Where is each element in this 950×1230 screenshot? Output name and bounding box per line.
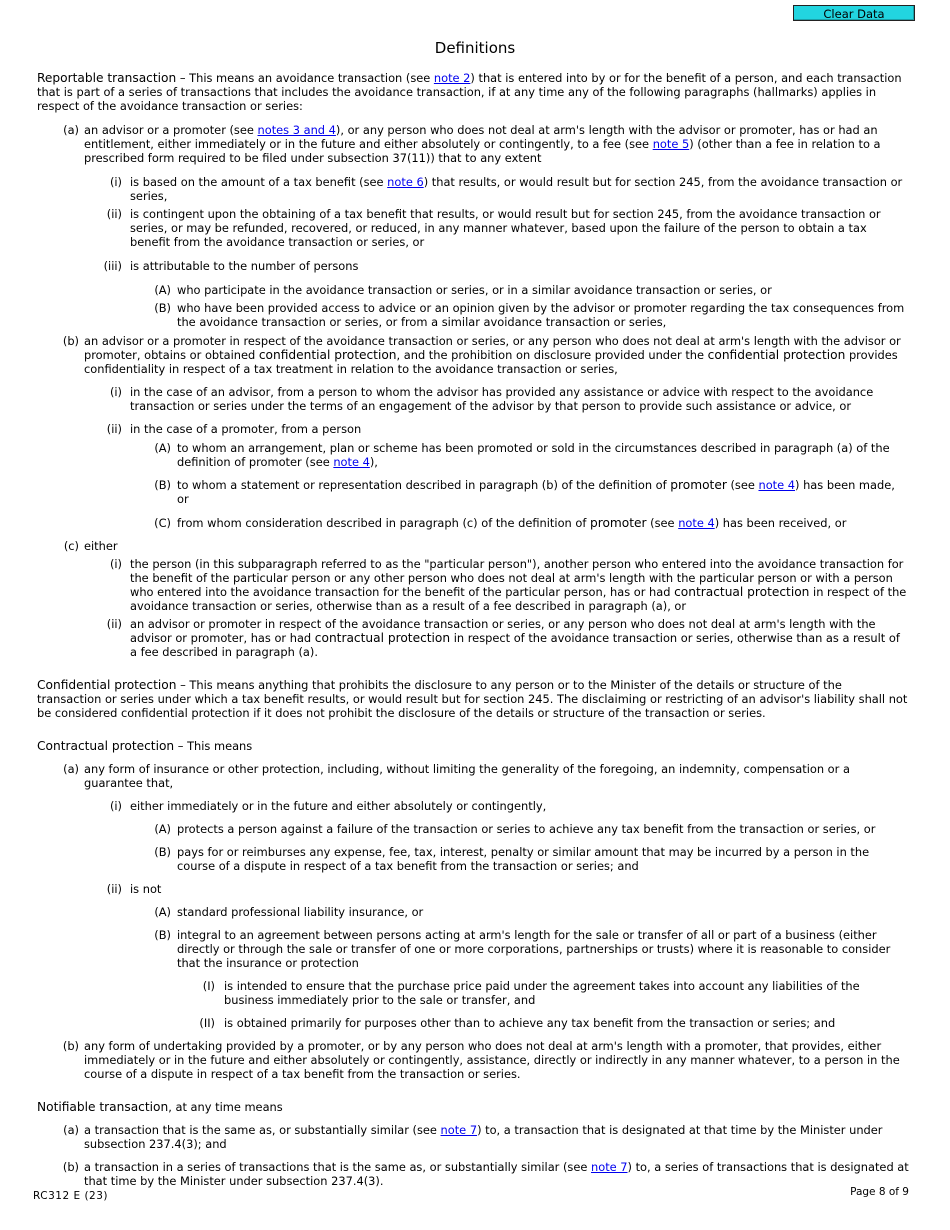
confidential-protection-heading: Confidential protection (37, 678, 177, 692)
note-4-link[interactable]: note 4 (333, 455, 370, 469)
subpara-label: (ii) (106, 882, 122, 896)
promoter-term: promoter (670, 478, 727, 492)
clause-text: standard professional liability insurance, or (177, 905, 424, 919)
notifiable-transaction-heading: Notifiable transaction (37, 1100, 169, 1114)
reportable-transaction-definition (37, 71, 909, 113)
subpara-text-2: in respect of the avoidance transaction or series, otherwise than as a result of a fee described in paragraph (a). (130, 631, 900, 659)
para-label: (b) (62, 334, 79, 348)
subpara-label: (i) (109, 175, 122, 189)
contractual-para-b (37, 1039, 909, 1081)
contractual-protection-term: contractual protection (674, 585, 810, 599)
clause-text: who participate in the avoidance transaction or series, or in a similar avoidance transaction or series, or (177, 283, 772, 297)
reportable-a-iii (37, 259, 909, 273)
clause-text: to whom a statement or representation described in paragraph (b) of the definition of (177, 478, 671, 492)
definition-text: , at any time means (168, 1100, 283, 1114)
para-label: (b) (62, 1039, 79, 1053)
subclause-label: (I) (202, 979, 215, 993)
para-text-3: ) (other than a fee in relation to a prescribed form required to be filed under subsection 37(11)) that to any extent (84, 137, 881, 165)
reportable-intro-text-2: ) that is entered into by or for the benefit of a person, and each transaction that is part of a series of transactions that includes the avoidance transaction, if at any time any of the following paragraphs (hallmarks) applies in respect of the avoidance transaction or series: (37, 71, 902, 113)
para-label: (a) (63, 762, 79, 776)
notifiable-para-a (37, 1123, 909, 1151)
subpara-text: in the case of an advisor, from a person to whom the advisor has provided any assistance or advice with respect to the avoidance transaction or series under the terms of an engagement of the advisor by that person to provide such assistance or advice, or (130, 385, 874, 413)
confidential-protection-definition (37, 678, 909, 720)
clause-label: (B) (154, 928, 171, 942)
para-label: (a) (63, 123, 79, 137)
subpara-label: (iii) (103, 259, 122, 273)
contractual-a-i (37, 799, 909, 813)
para-text: a transaction that is the same as, or substantially similar (see (84, 1123, 441, 1137)
clause-label: (A) (154, 905, 171, 919)
para-text: any form of undertaking provided by a promoter, or by any person who does not deal at arm's length with a promoter, that provides, either immediately or in the future and either absolutely or contingently, assistance, directly or indirectly in any manner whatever, to a person in the course of a dispute in respect of a tax benefit from the transaction or series. (84, 1039, 900, 1081)
subclause-text: is obtained primarily for purposes other than to achieve any tax benefit from the transaction or series; and (224, 1016, 836, 1030)
para-label: (a) (63, 1123, 79, 1137)
contractual-a-ii-A (37, 905, 909, 919)
clause-text-2: (see (726, 478, 759, 492)
definition-text: – This means (174, 739, 253, 753)
notifiable-transaction-definition (37, 1100, 909, 1114)
clause-label: (A) (154, 283, 171, 297)
reportable-para-b (37, 334, 909, 376)
subpara-text: the person (in this subparagraph referred to as the "particular person"), another person who entered into the avoidance transaction for the benefit of the particular person or any other person who does not deal at arm's length with the particular person or with a person who entered into the avoidance transaction for the benefit of the particular person, has or had (130, 557, 904, 599)
clause-label: (A) (154, 822, 171, 836)
contractual-a-ii-B-I (37, 979, 909, 1007)
contractual-protection-term: contractual protection (314, 631, 451, 645)
note-4-link[interactable]: note 4 (678, 516, 715, 530)
para-text: any form of insurance or other protection, including, without limiting the generality of the foregoing, an indemnity, compensation or a guarantee that, (84, 762, 850, 790)
clause-label: (C) (154, 516, 171, 530)
subpara-label: (ii) (106, 207, 122, 221)
contractual-protection-heading: Contractual protection (37, 739, 175, 753)
subclause-label: (II) (199, 1016, 215, 1030)
clause-text: from whom consideration described in paragraph (c) of the definition of (177, 516, 590, 530)
confidential-protection-term: confidential protection (258, 348, 397, 362)
notes-3-4-link[interactable]: notes 3 and 4 (257, 123, 336, 137)
form-identifier: RC312 E (23) (33, 1190, 109, 1202)
clause-text: to whom an arrangement, plan or scheme has been promoted or sold in the circumstances described in paragraph (a) of the definition of promoter (see (177, 441, 890, 469)
contractual-a-i-B (37, 845, 909, 873)
subpara-text: in the case of a promoter, from a person (130, 422, 362, 436)
para-text-2: ) to, a transaction that is designated at that time by the Minister under subsection 237.4(3); and (84, 1123, 883, 1151)
reportable-para-c (37, 539, 909, 553)
reportable-b-ii (37, 422, 909, 436)
contractual-para-a (37, 762, 909, 790)
para-text: an advisor or a promoter (see (84, 123, 258, 137)
reportable-b-i (37, 385, 909, 413)
clause-text-2: (see (646, 516, 679, 530)
clause-label: (B) (154, 301, 171, 315)
promoter-term: promoter (589, 516, 647, 530)
contractual-a-ii (37, 882, 909, 896)
clear-data-button[interactable]: Clear Data (793, 5, 915, 21)
note-7-link[interactable]: note 7 (440, 1123, 478, 1137)
clause-text: integral to an agreement between persons acting at arm's length for the sale or transfer of all or part of a business (either directly or through the sale or transfer of one or more corporations, partnerships or trusts) where it is reasonable to consider that the insurance or protection (177, 928, 891, 970)
contractual-a-i-A (37, 822, 909, 836)
note-4-link[interactable]: note 4 (758, 478, 796, 492)
clause-text-3: ) has been made, or (177, 478, 895, 506)
reportable-a-iii-A (37, 283, 909, 297)
para-text-2: ), or any person who does not deal at arm's length with the advisor or promoter, has or had an entitlement, either immediately or in the future and either absolutely or contingently, to a fee (see (84, 123, 878, 151)
para-text: a transaction in a series of transactions that is the same as, or substantially similar (see (84, 1160, 591, 1174)
reportable-a-ii (37, 207, 909, 249)
reportable-b-ii-C (37, 516, 909, 530)
reportable-transaction-term: Reportable transaction (37, 71, 177, 85)
subpara-text: is not (130, 882, 162, 896)
subpara-text-2: in respect of the avoidance transaction or series, otherwise than as a result of a fee described in paragraph (a), or (130, 585, 907, 613)
subpara-label: (ii) (106, 422, 122, 436)
reportable-b-ii-A (37, 441, 909, 469)
definition-text: – This means anything that prohibits the disclosure to any person or to the Minister of the details or structure of the transaction or series under which a tax benefit results, or would result but for section 245. The disclaiming or restricting of an advisor's liability shall not be considered confidential protection if it does not prohibit the disclosure of the details or structure of the transaction or series. (37, 678, 908, 720)
contractual-a-ii-B (37, 928, 909, 970)
reportable-a-iii-B (37, 301, 909, 329)
page-number: Page 8 of 9 (850, 1186, 909, 1198)
confidential-protection-term: confidential protection (707, 348, 846, 362)
reportable-para-a (37, 123, 909, 165)
notifiable-para-b (37, 1160, 909, 1188)
subpara-text: is based on the amount of a tax benefit (see (130, 175, 388, 189)
contractual-protection-definition (37, 739, 909, 753)
subpara-label: (i) (109, 799, 122, 813)
clause-text: protects a person against a failure of the transaction or series to achieve any tax benefit from the transaction or series, or (177, 822, 876, 836)
subpara-label: (ii) (106, 617, 122, 631)
para-text: an advisor or a promoter in respect of the avoidance transaction or series, or any person who does not deal at arm's length with the advisor or promoter, obtains or obtained (84, 334, 901, 362)
definitions-content (37, 71, 909, 1188)
contractual-a-ii-B-II (37, 1016, 909, 1030)
para-label: (c) (63, 539, 79, 553)
clause-label: (A) (154, 441, 171, 455)
note-7-link[interactable]: note 7 (591, 1160, 628, 1174)
para-text-2: ) to, a series of transactions that is designated at that time by the Minister under subsection 237.4(3). (84, 1160, 909, 1188)
subpara-label: (i) (109, 557, 122, 571)
reportable-intro-text: – This means an avoidance transaction (see (176, 71, 434, 85)
reportable-a-i (37, 175, 909, 203)
para-text-3: provides confidentiality in respect of a tax treatment in relation to the avoidance transaction or series, (84, 348, 898, 376)
subpara-text: is contingent upon the obtaining of a tax benefit that results, or would result but for section 245, from the avoidance transaction or series, or may be refunded, recovered, or reduced, in any manner whatever, based upon the failure of the person to obtain a tax benefit from the avoidance transaction or series, or (130, 207, 881, 249)
note-5-link[interactable]: note 5 (652, 137, 690, 151)
clause-label: (B) (154, 845, 171, 859)
note-2-link[interactable]: note 2 (433, 71, 471, 85)
clause-text-2: ), (369, 455, 378, 469)
subpara-label: (i) (109, 385, 122, 399)
clause-text: pays for or reimburses any expense, fee, tax, interest, penalty or similar amount that may be incurred by a person in the course of a dispute in respect of a tax benefit from the transaction or series; and (177, 845, 870, 873)
clause-label: (B) (154, 478, 171, 492)
para-text: either (84, 539, 118, 553)
clause-text: who have been provided access to advice or an opinion given by the advisor or promoter regarding the tax consequences from the avoidance transaction or series, or from a similar avoidance transaction or series, (177, 301, 905, 329)
subpara-text: is attributable to the number of persons (130, 259, 359, 273)
note-6-link[interactable]: note 6 (387, 175, 424, 189)
para-text-2: , and the prohibition on disclosure provided under the (396, 348, 708, 362)
clause-text-3: ) has been received, or (714, 516, 847, 530)
subclause-text: is intended to ensure that the purchase price paid under the agreement takes into account any liabilities of the business immediately prior to the sale or transfer, and (224, 979, 860, 1007)
page-title: Definitions (434, 39, 516, 57)
para-label: (b) (62, 1160, 79, 1174)
reportable-c-i (37, 557, 909, 613)
subpara-text-2: ) that results, or would result but for section 245, from the avoidance transaction or series, (130, 175, 903, 203)
subpara-text: either immediately or in the future and either absolutely or contingently, (130, 799, 547, 813)
reportable-c-ii (37, 617, 909, 659)
reportable-b-ii-B (37, 478, 909, 506)
subpara-text: an advisor or promoter in respect of the avoidance transaction or series, or any person who does not deal at arm's length with the advisor or promoter, has or had (130, 617, 876, 645)
